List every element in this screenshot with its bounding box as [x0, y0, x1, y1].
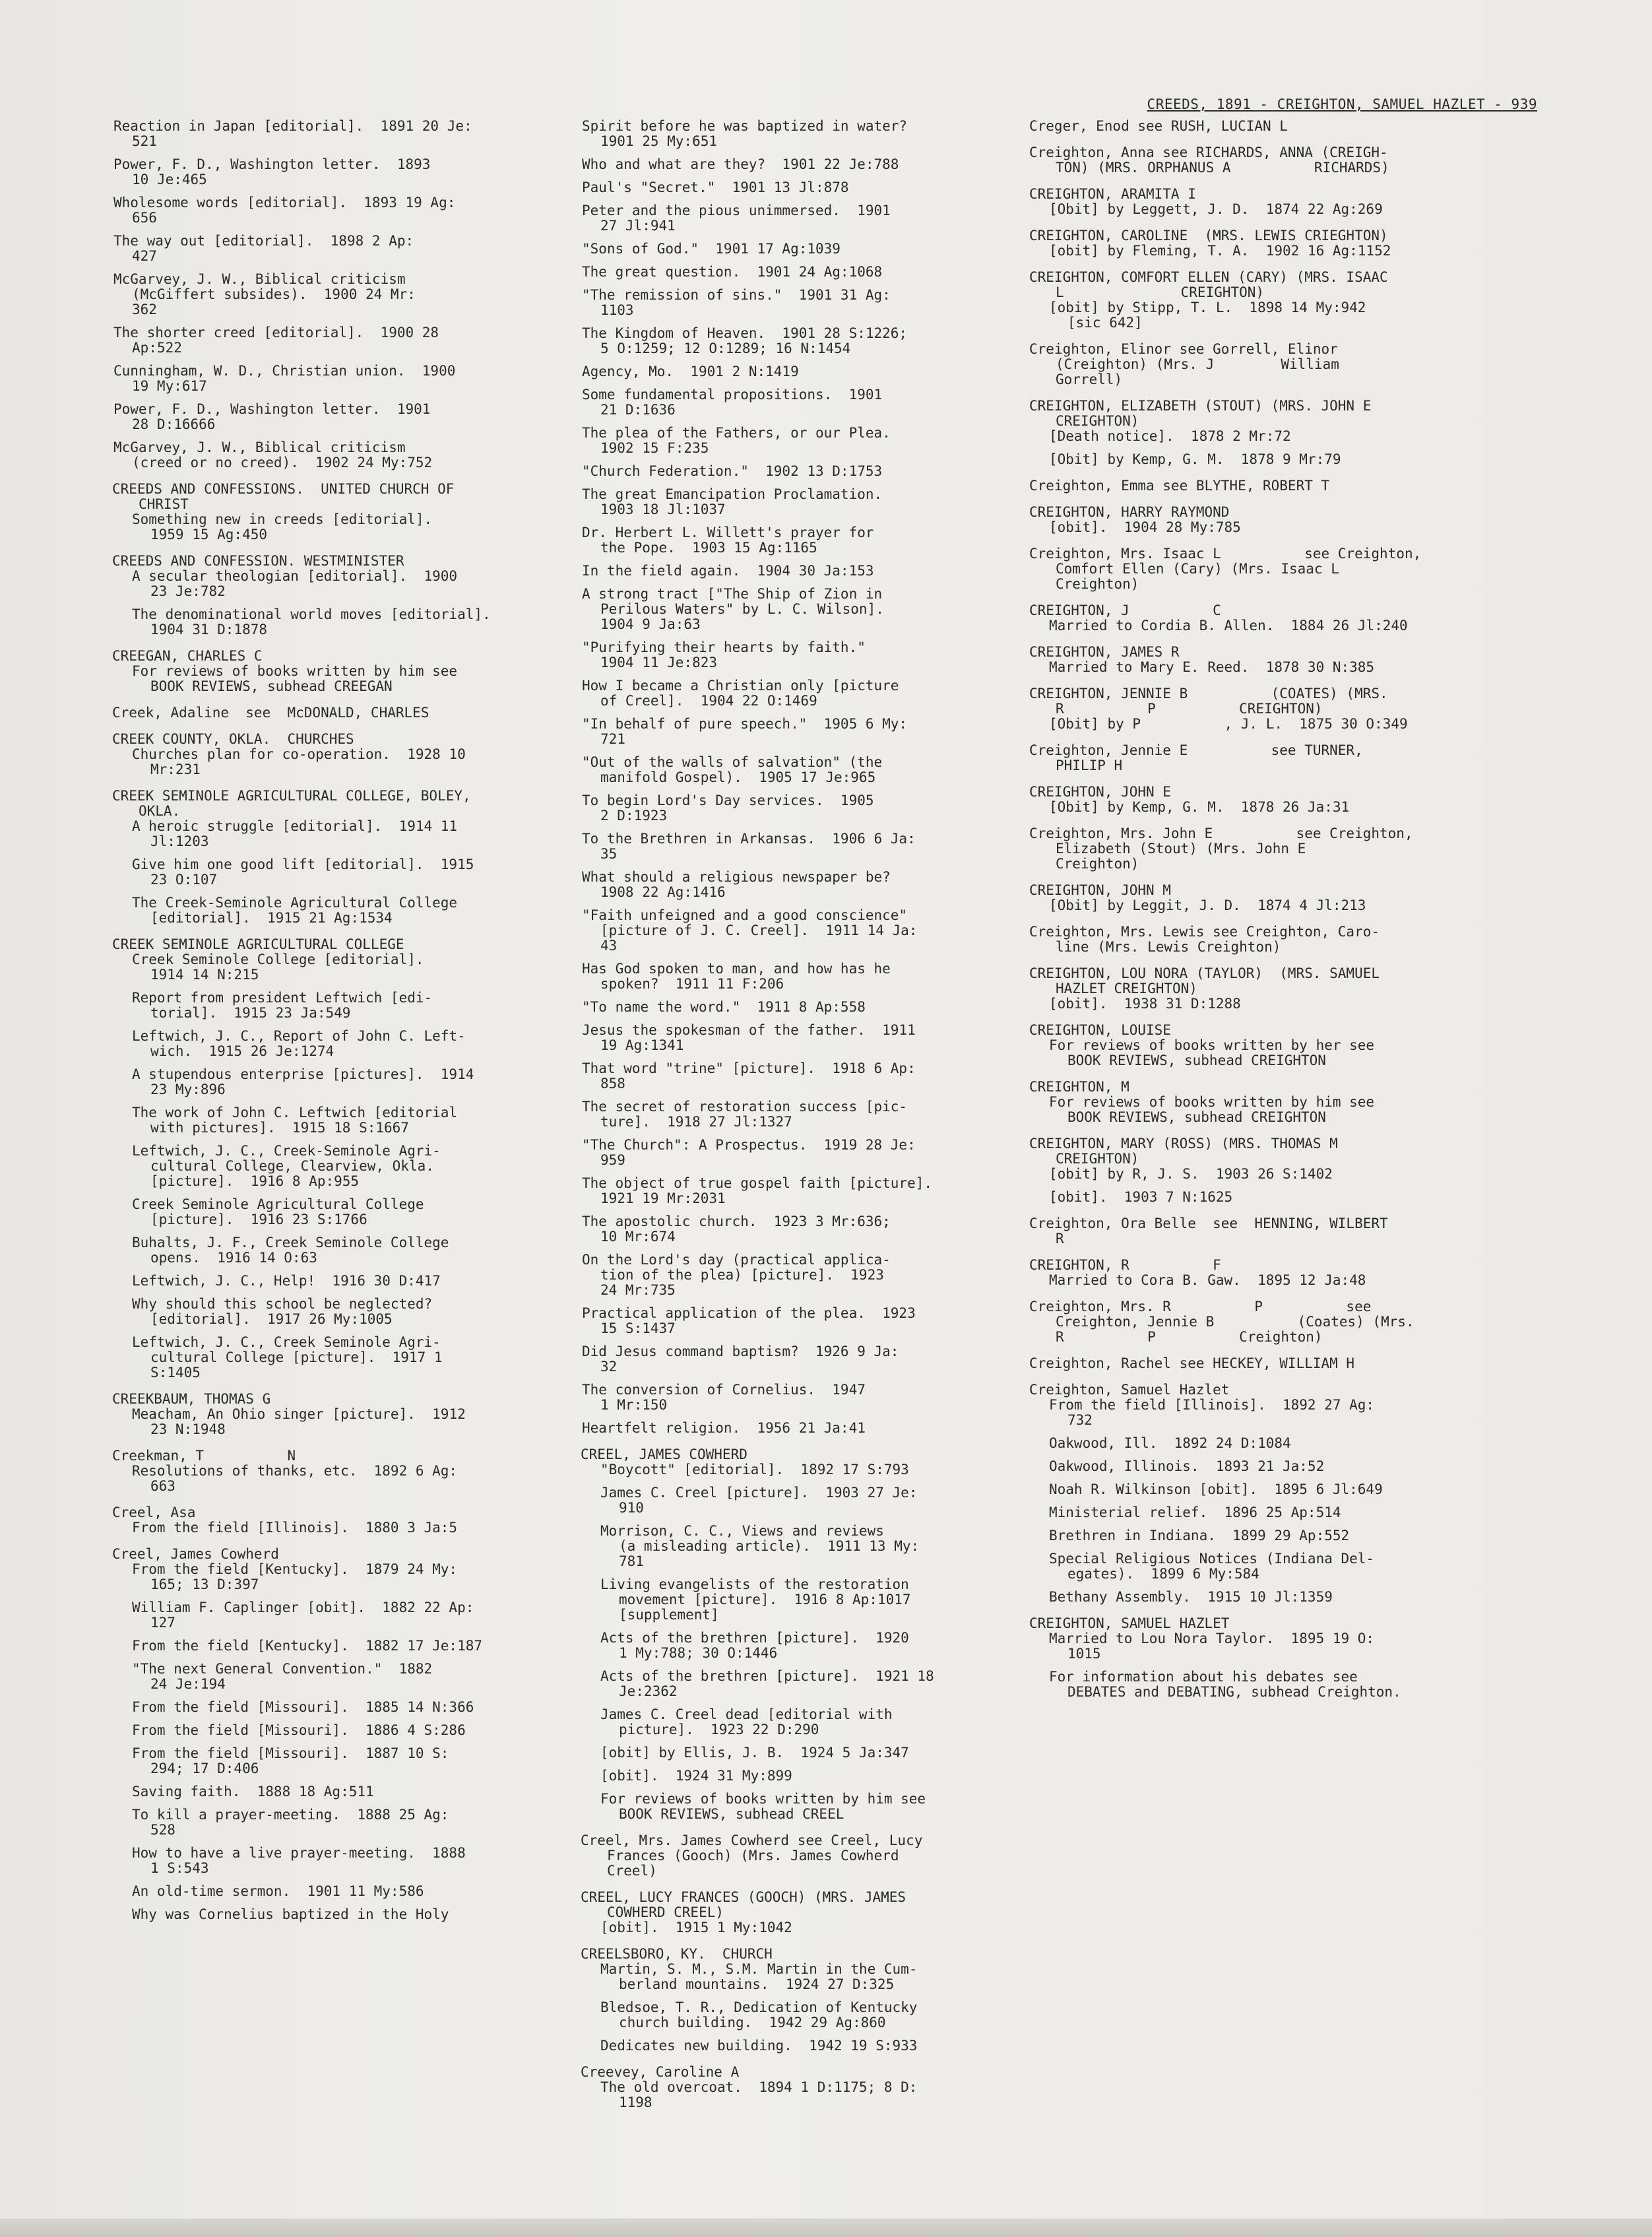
index-entry: The way out [editorial]. 1898 2 Ap: 427: [113, 233, 414, 264]
index-entry: Leftwich, J. C., Creek-Seminole Agri- cultural College, Clearview, Okla. [picture]. 1916 8 Ap:955: [132, 1143, 441, 1189]
index-block: [1029, 187, 1504, 217]
index-block: [1029, 1616, 1504, 1700]
index-entry: Married to Mary E. Reed. 1878 30 N:385: [1049, 659, 1375, 675]
index-block: [112, 649, 587, 694]
index-heading: CREIGHTON, J C: [1029, 602, 1221, 618]
column-2: [581, 119, 1042, 2122]
index-heading: CREEK SEMINOLE AGRICULTURAL COLLEGE: [112, 936, 404, 952]
index-entry: The plea of the Fathers, or our Plea. 1902 15 F:235: [582, 425, 891, 456]
index-heading: Creighton, Mrs. Lewis see Creighton, Caro- line (Mrs. Lewis Creighton): [1029, 924, 1380, 955]
index-heading: Creekman, T N: [112, 1448, 296, 1464]
index-block: [1029, 645, 1504, 675]
index-heading: Creighton, Ora Belle see HENNING, WILBERT R: [1029, 1216, 1388, 1247]
index-entry: Spirit before he was baptized in water? 1901 25 My:651: [582, 118, 908, 149]
index-entry: Practical application of the plea. 1923 15 S:1437: [582, 1305, 916, 1336]
index-entry: For reviews of books written by her see BOOK REVIEWS, subhead CREIGHTON: [1049, 1037, 1375, 1068]
index-entry: "To name the word." 1911 8 Ap:558: [582, 999, 866, 1015]
index-entry: Something new in creeds [editorial]. 1959 15 Ag:450: [132, 511, 433, 542]
running-head: CREEDS, 1891 - CREIGHTON, SAMUEL HAZLET - 939: [1147, 96, 1537, 112]
index-block: [1029, 924, 1504, 955]
index-entry: Creek Seminole College [editorial]. 1914 14 N:215: [132, 952, 424, 983]
index-entry: Dr. Herbert L. Willett's prayer for the Pope. 1903 15 Ag:1165: [582, 525, 874, 556]
index-block: [581, 1833, 1042, 1879]
index-block: [1029, 478, 1504, 494]
index-entry: Give him one good lift [editorial]. 1915 23 O:107: [132, 857, 474, 888]
index-heading: CREIGHTON, JOHN M: [1029, 882, 1171, 898]
index-block: [581, 119, 1042, 1436]
index-block: [112, 1448, 587, 1494]
index-heading: Creighton, Jennie E see TURNER, PHILIP H: [1029, 742, 1363, 773]
index-entry: [obit]. 1915 1 My:1042: [600, 1920, 792, 1935]
index-heading: CREIGHTON, JENNIE B (COATES) (MRS. R P CREIGHTON): [1029, 686, 1388, 717]
index-heading: CREIGHTON, JOHN E: [1029, 784, 1171, 800]
index-entry: Oakwood, Illinois. 1893 21 Ja:52: [1049, 1458, 1325, 1474]
index-entry: Morrison, C. C., Views and reviews (a misleading article). 1911 13 My: 781: [600, 1523, 920, 1569]
index-entry: An old-time sermon. 1901 11 My:586: [132, 1883, 424, 1899]
index-entry: The object of true gospel faith [picture]. 1921 19 Mr:2031: [582, 1175, 933, 1206]
index-entry: [obit]. 1903 7 N:1625: [1049, 1189, 1233, 1205]
index-entry: For reviews of books written by him see BOOK REVIEWS, subhead CREEGAN: [132, 663, 458, 694]
index-entry: "The next General Convention." 1882 24 Je:194: [132, 1661, 433, 1692]
index-heading: CREEKBAUM, THOMAS G: [112, 1391, 271, 1407]
index-heading: Creighton, Elinor see Gorrell, Elinor (Creighton) (Mrs. J William Gorrell): [1029, 341, 1339, 387]
index-entry: How I became a Christian only [picture of Creel]. 1904 22 O:1469: [582, 678, 899, 709]
index-entry: Martin, S. M., S.M. Martin in the Cum- berland mountains. 1924 27 D:325: [600, 1961, 918, 1992]
index-entry: The great question. 1901 24 Ag:1068: [582, 264, 883, 280]
index-entry: The Creek-Seminole Agricultural College [editorial]. 1915 21 Ag:1534: [132, 895, 458, 926]
index-entry: Cunningham, W. D., Christian union. 1900 19 My:617: [113, 363, 456, 394]
index-entry: "The Church": A Prospectus. 1919 28 Je: 959: [582, 1137, 916, 1168]
index-block: [1029, 228, 1504, 259]
index-entry: Buhalts, J. F., Creek Seminole College opens. 1916 14 O:63: [132, 1235, 449, 1266]
index-entry: Married to Cora B. Gaw. 1895 12 Ja:48: [1049, 1272, 1366, 1288]
index-heading: CREEDS AND CONFESSION. WESTMINISTER: [112, 553, 404, 569]
index-entry: A heroic struggle [editorial]. 1914 11 Jl:1203: [132, 818, 458, 849]
index-entry: Dedicates new building. 1942 19 S:933: [600, 2038, 918, 2054]
index-entry: Special Religious Notices (Indiana Del- egates). 1899 6 My:584: [1049, 1551, 1375, 1582]
column-3: [1029, 119, 1504, 1711]
index-heading: CREIGHTON, SAMUEL HAZLET: [1029, 1615, 1230, 1631]
index-heading: CREIGHTON, JAMES R: [1029, 644, 1180, 660]
index-heading: CREEL, LUCY FRANCES (GOOCH) (MRS. JAMES COWHERD CREEL): [581, 1889, 906, 1920]
index-entry: [obit] by Stipp, T. L. 1898 14 My:942 [sic 642]: [1049, 300, 1366, 331]
index-heading: Creighton, Emma see BLYTHE, ROBERT T: [1029, 478, 1330, 494]
index-heading: Creighton, Anna see RICHARDS, ANNA (CREIGH- TON) (MRS. ORPHANUS A RICHARDS): [1029, 145, 1389, 176]
index-heading: CREIGHTON, CAROLINE (MRS. LEWIS CRIEGHTON): [1029, 228, 1388, 243]
index-block: [581, 1947, 1042, 2054]
index-heading: Creevey, Caroline A: [581, 2064, 740, 2080]
index-entry: Leftwich, J. C., Creek Seminole Agri- cultural College [picture]. 1917 1 S:1405: [132, 1334, 443, 1380]
index-block: [1029, 883, 1504, 913]
index-entry: Saving faith. 1888 18 Ag:511: [132, 1784, 374, 1799]
index-entry: "The remission of sins." 1901 31 Ag: 1103: [582, 287, 891, 318]
index-entry: From the field [Missouri]. 1885 14 N:366: [132, 1699, 474, 1715]
index-block: [1029, 505, 1504, 535]
index-entry: Paul's "Secret." 1901 13 Jl:878: [582, 179, 849, 195]
index-entry: Power, F. D., Washington letter. 1901 28 D:16666: [113, 401, 431, 432]
index-entry: [Obit] by Leggit, J. D. 1874 4 Jl:213: [1049, 897, 1366, 913]
index-entry: Oakwood, Ill. 1892 24 D:1084: [1049, 1435, 1291, 1451]
index-entry: Brethren in Indiana. 1899 29 Ap:552: [1049, 1528, 1350, 1543]
index-entry: Did Jesus command baptism? 1926 9 Ja: 32: [582, 1344, 899, 1375]
index-entry: [Obit] by Kemp, G. M. 1878 26 Ja:31: [1049, 799, 1350, 815]
index-entry: A strong tract ["The Ship of Zion in Perilous Waters" by L. C. Wilson]. 1904 9 Ja:63: [582, 586, 884, 632]
index-heading: Creighton, Samuel Hazlet: [1029, 1382, 1230, 1398]
scan-edge: [0, 2219, 1652, 2237]
index-entry: Power, F. D., Washington letter. 1893 10 Je:465: [113, 156, 431, 187]
index-block: [112, 705, 587, 721]
index-heading: CREIGHTON, HARRY RAYMOND: [1029, 504, 1230, 520]
index-block: [112, 937, 587, 1380]
index-entry: Peter and the pious unimmersed. 1901 27 Jl:941: [582, 203, 891, 234]
index-heading: Creel, Mrs. James Cowherd see Creel, Lucy Frances (Gooch) (Mrs. James Cowherd Creel): [581, 1832, 923, 1879]
index-entry: The work of John C. Leftwich [editorial with pictures]. 1915 18 S:1667: [132, 1105, 458, 1136]
index-block: [1029, 1216, 1504, 1247]
index-entry: The apostolic church. 1923 3 Mr:636; 10 Mr:674: [582, 1214, 891, 1245]
index-entry: Creek Seminole Agricultural College [picture]. 1916 23 S:1766: [132, 1196, 424, 1227]
index-entry: [Obit] by Leggett, J. D. 1874 22 Ag:269: [1049, 201, 1383, 217]
index-heading: CREIGHTON, ARAMITA I: [1029, 186, 1196, 202]
index-entry: [obit] by Ellis, J. B. 1924 5 Ja:347: [600, 1745, 909, 1761]
index-entry: The shorter creed [editorial]. 1900 28 Ap:522: [113, 325, 439, 356]
index-entry: "Out of the walls of salvation" (the manifold Gospel). 1905 17 Je:965: [582, 754, 883, 785]
index-block: [1029, 342, 1504, 387]
index-block: [1029, 966, 1504, 1012]
index-heading: Creger, Enod see RUSH, LUCIAN L: [1029, 118, 1288, 134]
index-heading: CREIGHTON, LOUISE: [1029, 1022, 1171, 1038]
index-entry: Married to Lou Nora Taylor. 1895 19 O: 1015: [1049, 1631, 1375, 1662]
index-heading: Creel, Asa: [112, 1505, 196, 1520]
index-entry: "Purifying their hearts by faith." 1904 11 Je:823: [582, 639, 866, 670]
index-heading: Creighton, Mrs. R P see Creighton, Jennie B (Coates) (Mrs. R P Creighton): [1029, 1299, 1414, 1345]
index-heading: CREIGHTON, M: [1029, 1079, 1129, 1095]
index-heading: CREIGHTON, ELIZABETH (STOUT) (MRS. JOHN E CREIGHTON): [1029, 398, 1372, 429]
index-entry: Resolutions of thanks, etc. 1892 6 Ag: 663: [132, 1463, 458, 1494]
index-entry: Why should this school be neglected? [editorial]. 1917 26 My:1005: [132, 1296, 433, 1327]
index-block: [1029, 603, 1504, 633]
index-heading: CREEDS AND CONFESSIONS. UNITED CHURCH OF CHRIST: [112, 481, 455, 512]
index-entry: For information about his debates see DEBATES and DEBATING, subhead Creighton.: [1049, 1669, 1401, 1700]
index-entry: [obit]. 1938 31 D:1288: [1049, 996, 1241, 1012]
index-entry: The secret of restoration success [pic- ture]. 1918 27 Jl:1327: [582, 1099, 908, 1130]
index-heading: Creighton, Mrs. Isaac L see Creighton, Comfort Ellen (Cary) (Mrs. Isaac L Creighton): [1029, 546, 1422, 592]
index-block: [112, 1547, 587, 1922]
index-block: [1029, 1382, 1504, 1605]
index-heading: CREIGHTON, R F: [1029, 1257, 1221, 1273]
index-entry: Acts of the brethren [picture]. 1921 18 Je:2362: [600, 1668, 934, 1699]
index-entry: From the field [Illinois]. 1892 27 Ag: 732: [1049, 1397, 1375, 1428]
index-block: [112, 732, 587, 777]
index-entry: Jesus the spokesman of the father. 1911 19 Ag:1341: [582, 1022, 916, 1053]
index-heading: Creek, Adaline see McDONALD, CHARLES: [112, 705, 429, 721]
index-entry: [Obit] by Kemp, G. M. 1878 9 Mr:79: [1049, 451, 1341, 467]
index-heading: CREIGHTON, COMFORT ELLEN (CARY) (MRS. ISAAC L CREIGHTON): [1029, 269, 1388, 300]
index-entry: Bethany Assembly. 1915 10 Jl:1359: [1049, 1589, 1333, 1605]
index-block: [1029, 1080, 1504, 1125]
column-1: [112, 119, 587, 1933]
index-heading: Creel, James Cowherd: [112, 1546, 279, 1562]
index-entry: Has God spoken to man, and how has he spoken? 1911 11 F:206: [582, 961, 891, 992]
index-entry: Bledsoe, T. R., Dedication of Kentucky church building. 1942 29 Ag:860: [600, 1999, 918, 2030]
index-entry: Ministerial relief. 1896 25 Ap:514: [1049, 1505, 1341, 1520]
index-entry: The old overcoat. 1894 1 D:1175; 8 D: 1198: [600, 2079, 918, 2110]
index-entry: The denominational world moves [editorial]. 1904 31 D:1878: [132, 606, 491, 637]
index-block: [581, 2065, 1042, 2110]
index-entry: Some fundamental propositions. 1901 21 D:1636: [582, 387, 883, 418]
index-entry: Meacham, An Ohio singer [picture]. 1912 23 N:1948: [132, 1406, 466, 1437]
index-heading: CREELSBORO, KY. CHURCH: [581, 1946, 773, 1962]
index-heading: CREEK COUNTY, OKLA. CHURCHES: [112, 731, 354, 747]
index-entry: "Church Federation." 1902 13 D:1753: [582, 463, 883, 479]
index-entry: [obit]. 1924 31 My:899: [600, 1768, 792, 1784]
index-entry: On the Lord's day (practical applica- tion of the plea) [picture]. 1923 24 Mr:735: [582, 1252, 891, 1298]
index-block: [1029, 270, 1504, 331]
index-entry: William F. Caplinger [obit]. 1882 22 Ap: 127: [132, 1600, 474, 1631]
index-entry: Agency, Mo. 1901 2 N:1419: [582, 364, 799, 379]
index-entry: Report from president Leftwich [edi- torial]. 1915 23 Ja:549: [132, 990, 433, 1021]
index-entry: The Kingdom of Heaven. 1901 28 S:1226; 5 O:1259; 12 O:1289; 16 N:1454: [582, 325, 908, 356]
index-entry: Living evangelists of the restoration movement [picture]. 1916 8 Ap:1017 [supplement]: [600, 1576, 911, 1623]
index-entry: From the field [Kentucky]. 1882 17 Je:187: [132, 1638, 483, 1654]
index-entry: To the Brethren in Arkansas. 1906 6 Ja: 35: [582, 831, 916, 862]
index-block: [112, 1392, 587, 1437]
index-block: [581, 1890, 1042, 1935]
index-entry: [Death notice]. 1878 2 Mr:72: [1049, 428, 1291, 444]
index-block: [581, 1447, 1042, 1822]
index-block: [1029, 1023, 1504, 1068]
index-heading: CREEK SEMINOLE AGRICULTURAL COLLEGE, BOLEY, OKLA.: [112, 788, 471, 819]
index-heading: Creighton, Mrs. John E see Creighton, Elizabeth (Stout) (Mrs. John E Creighton): [1029, 826, 1413, 872]
index-block: [1029, 119, 1504, 134]
index-entry: [obit] by Fleming, T. A. 1902 16 Ag:1152: [1049, 243, 1391, 259]
index-entry: Leftwich, J. C., Help! 1916 30 D:417: [132, 1273, 441, 1289]
index-heading: CREIGHTON, LOU NORA (TAYLOR) (MRS. SAMUEL HAZLET CREIGHTON): [1029, 965, 1380, 996]
index-entry: McGarvey, J. W., Biblical criticism (McGiffert subsides). 1900 24 Mr: 362: [113, 271, 416, 317]
index-entry: To begin Lord's Day services. 1905 2 D:1923: [582, 793, 874, 824]
index-entry: In the field again. 1904 30 Ja:153: [582, 563, 874, 579]
index-entry: "Sons of God." 1901 17 Ag:1039: [582, 241, 841, 257]
index-entry: Wholesome words [editorial]. 1893 19 Ag: 656: [113, 195, 456, 226]
index-entry: Reaction in Japan [editorial]. 1891 20 Je: 521: [113, 118, 472, 149]
index-block: [1029, 1356, 1504, 1371]
index-heading: CREEL, JAMES COWHERD: [581, 1446, 747, 1462]
index-block: [1029, 785, 1504, 815]
index-block: [1029, 826, 1504, 872]
index-entry: Churches plan for co-operation. 1928 10 Mr:231: [132, 746, 466, 777]
index-entry: For reviews of books written by him see BOOK REVIEWS, subhead CREIGHTON: [1049, 1094, 1375, 1125]
index-entry: McGarvey, J. W., Biblical criticism (creed or no creed). 1902 24 My:752: [113, 439, 433, 470]
index-heading: CREIGHTON, MARY (ROSS) (MRS. THOMAS M CREIGHTON): [1029, 1136, 1338, 1167]
index-block: [1029, 399, 1504, 467]
index-heading: CREEGAN, CHARLES C: [112, 648, 263, 664]
index-entry: Who and what are they? 1901 22 Je:788: [582, 156, 899, 172]
index-block: [112, 119, 587, 470]
index-block: [1029, 1258, 1504, 1288]
index-entry: How to have a live prayer-meeting. 1888 1 S:543: [132, 1845, 466, 1876]
index-block: [1029, 1299, 1504, 1345]
index-entry: A secular theologian [editorial]. 1900 23 Je:782: [132, 568, 458, 599]
index-heading: Creighton, Rachel see HECKEY, WILLIAM H: [1029, 1355, 1355, 1371]
index-entry: Heartfelt religion. 1956 21 Ja:41: [582, 1420, 866, 1436]
index-entry: A stupendous enterprise [pictures]. 1914 23 My:896: [132, 1066, 474, 1097]
index-block: [112, 554, 587, 637]
index-block: [1029, 1136, 1504, 1205]
index-entry: Married to Cordia B. Allen. 1884 26 Jl:240: [1049, 618, 1408, 633]
index-entry: From the field [Missouri]. 1886 4 S:286: [132, 1722, 466, 1738]
index-entry: Acts of the brethren [picture]. 1920 1 My:788; 30 O:1446: [600, 1630, 909, 1661]
index-block: [1029, 145, 1504, 176]
index-entry: [Obit] by P , J. L. 1875 30 O:349: [1049, 716, 1408, 732]
index-entry: Noah R. Wilkinson [obit]. 1895 6 Jl:649: [1049, 1481, 1383, 1497]
index-entry: "In behalf of pure speech." 1905 6 My: 721: [582, 716, 908, 747]
index-entry: From the field [Kentucky]. 1879 24 My: 165; 13 D:397: [132, 1561, 458, 1592]
index-block: [112, 1505, 587, 1536]
index-entry: James C. Creel dead [editorial with picture]. 1923 22 D:290: [600, 1706, 893, 1737]
index-entry: [obit]. 1904 28 My:785: [1049, 519, 1241, 535]
index-entry: For reviews of books written by him see BOOK REVIEWS, subhead CREEL: [600, 1791, 926, 1822]
index-block: [1029, 546, 1504, 592]
index-entry: [obit] by R, J. S. 1903 26 S:1402: [1049, 1166, 1333, 1182]
index-block: [1029, 686, 1504, 732]
index-entry: James C. Creel [picture]. 1903 27 Je: 910: [600, 1485, 918, 1516]
index-entry: Leftwich, J. C., Report of John C. Left- wich. 1915 26 Je:1274: [132, 1028, 466, 1059]
index-entry: From the field [Missouri]. 1887 10 S: 294; 17 D:406: [132, 1745, 449, 1776]
index-block: [112, 482, 587, 542]
index-entry: What should a religious newspaper be? 1908 22 Ag:1416: [582, 869, 891, 900]
index-entry: That word "trine" [picture]. 1918 6 Ap: 858: [582, 1060, 916, 1091]
index-entry: From the field [Illinois]. 1880 3 Ja:5: [132, 1520, 458, 1536]
index-entry: To kill a prayer-meeting. 1888 25 Ag: 528: [132, 1807, 449, 1838]
index-entry: "Faith unfeigned and a good conscience" [picture of J. C. Creel]. 1911 14 Ja: 43: [582, 907, 918, 954]
index-block: [1029, 743, 1504, 773]
index-entry: Why was Cornelius baptized in the Holy: [132, 1906, 449, 1922]
index-entry: The great Emancipation Proclamation. 1903 18 Jl:1037: [582, 486, 883, 517]
index-entry: "Boycott" [editorial]. 1892 17 S:793: [600, 1462, 909, 1477]
index-entry: The conversion of Cornelius. 1947 1 Mr:150: [582, 1382, 866, 1413]
index-block: [112, 789, 587, 926]
